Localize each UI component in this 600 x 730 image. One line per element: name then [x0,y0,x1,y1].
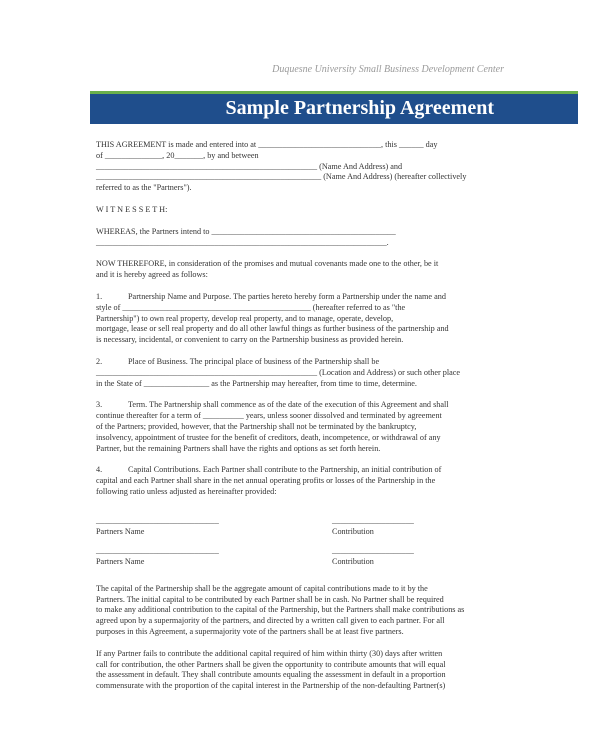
partner-name-block [96,516,219,538]
partner-name-label: Partners Name [96,526,145,536]
signature-line: ______________________________ [96,515,219,525]
text-line [96,465,500,476]
capital-paragraph [96,584,500,638]
text-line: WHEREAS, the Partners intend to _____________________________________________ [96,226,396,236]
section-number: 1. [96,291,103,301]
text-line [96,357,500,368]
text-line: referred to as the "Partners"). [96,183,192,193]
contribution-label: Contribution [332,526,374,536]
text-line: NOW THEREFORE, in consideration of the promises and mutual covenants made one to the other, be it [96,259,439,269]
text-line: ______________________________________________________ (Location and Address) or such other place [96,367,461,377]
section-4 [96,465,500,497]
text-line: agreed upon by a supermajority of the partners, and directed by a written call given to each partner. For all [96,616,445,626]
partner-name-label: Partners Name [96,556,145,566]
section-text: Term. The Partnership shall commence as of the date of the execution of this Agreement and shall [128,400,449,410]
witnesseth-heading: W I T N E S S E T H: [96,204,168,214]
text-line: and it is hereby agreed as follows: [96,270,208,280]
document-title: Sample Partnership Agreement [225,97,494,119]
text-line [96,400,500,411]
text-line: _______________________________________________________ (Name And Address) (hereafter collectively [96,172,467,182]
section-text: Place of Business. The principal place of business of the Partnership shall be [128,356,380,366]
text-line: capital and each Partner shall share in the net annual operating profits or losses of the Partnership in the [96,476,436,486]
text-line: of the Partners; provided, however, that the Partnership shall not be terminated by the bankruptcy, [96,421,417,431]
partner-name-block [96,546,219,568]
text-line: the assessment in default. They shall contribute amounts equaling the assessment in default in a proportion [96,670,446,680]
text-line: style of ______________________________________________ (hereafter referred to as "the [96,302,406,312]
signature-line: ______________________________ [96,545,219,555]
section-text: Partnership Name and Purpose. The parties hereto hereby form a Partnership under the name and [128,291,446,301]
text-line: insolvency, appointment of trustee for the benefit of creditors, death, incompetence, or withdrawal of any [96,432,441,442]
section-text: Capital Contributions. Each Partner shall contribute to the Partnership, an initial contribution of [128,465,442,475]
signature-row [96,516,500,540]
text-line: purposes in this Agreement, a supermajority vote of the partners shall be at least five partners. [96,626,404,636]
contribution-label: Contribution [332,556,374,566]
now-therefore-paragraph [96,259,500,281]
contribution-line: ____________________ [332,515,414,525]
text-line: following ratio unless adjusted as hereinafter provided: [96,486,277,496]
text-line: THIS AGREEMENT is made and entered into at ______________________________, this ______ day [96,140,438,149]
text-line: Partners. The initial capital to be contributed by each Partner shall be in cash. No Partner shall be required [96,594,444,604]
failure-paragraph [96,649,500,692]
text-line: ______________________________________________________ (Name And Address) and [96,161,403,171]
text-line: The capital of the Partnership shall be the aggregate amount of capital contributions made to it by the [96,583,428,593]
org-name: Duquesne University Small Business Development Center [272,64,504,75]
whereas-paragraph [96,227,500,249]
contribution-block [332,546,414,568]
contribution-line: ____________________ [332,545,414,555]
intro-paragraph [96,140,500,194]
text-line: to make any additional contribution to the capital of the Partnership, but the Partners shall make contributions as [96,605,465,615]
text-line: call for contribution, the other Partners shall be given the opportunity to contribute amounts that will equal [96,659,446,669]
title-bar [90,94,578,124]
text-line [96,292,500,303]
section-number: 3. [96,400,103,410]
section-2 [96,357,500,389]
signature-row [96,546,500,570]
section-number: 2. [96,356,103,366]
section-number: 4. [96,465,103,475]
text-line: Partnership") to own real property, develop real property, and to manage, operate, develop, [96,313,394,323]
text-line: continue thereafter for a term of __________ years, unless sooner dissolved and terminated by agreement [96,411,442,421]
contribution-block [332,516,414,538]
section-1 [96,292,500,346]
text-line: in the State of ________________ as the Partnership may hereafter, from time to time, determine. [96,378,417,388]
text-line: _______________________________________________________________________. [96,237,389,247]
agreement-body [96,140,500,703]
section-3 [96,400,500,454]
text-line: commensurate with the proportion of the capital interest in the Partnership of the non-defaulting Partner(s) [96,681,446,691]
text-line: is necessary, incidental, or convenient to carry on the Partnership business as provided herein. [96,335,404,345]
text-line: If any Partner fails to contribute the additional capital required of him within thirty (30) days after written [96,648,443,658]
text-line: Partner, but the remaining Partners shall have the rights and options as set forth herein. [96,443,381,453]
text-line: mortgage, lease or sell real property and do all other lawful things as further business of the partnership and [96,324,449,334]
text-line: of ______________, 20_______, by and between [96,150,259,160]
